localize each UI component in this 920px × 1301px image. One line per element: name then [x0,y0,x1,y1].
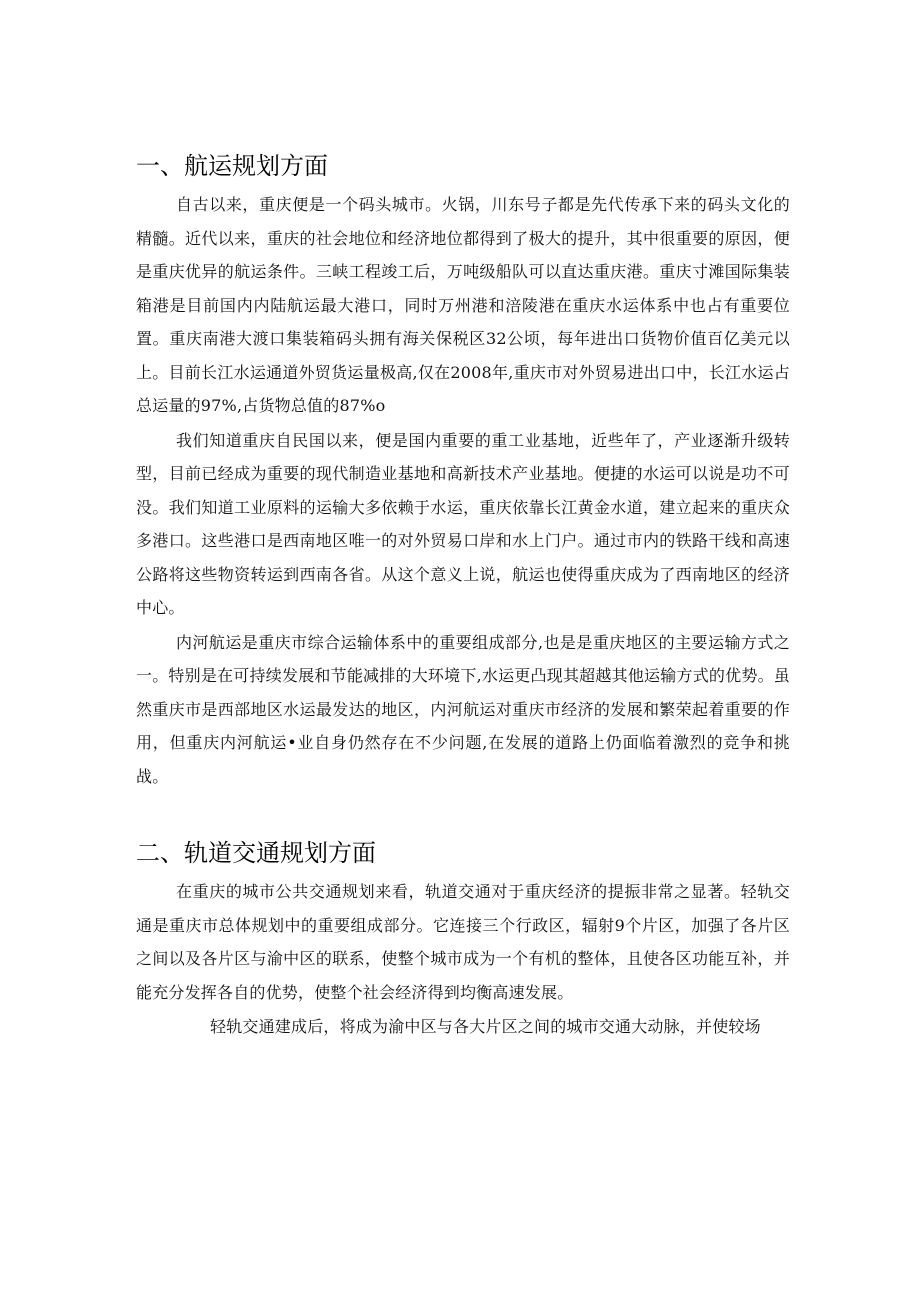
section-heading-rail-transit: 二、轨道交通规划方面 [136,839,376,867]
paragraph-shipping-history: 自古以来，重庆便是一个码头城市。火锅，川东号子都是先代传承下来的码头文化的精髓。近代以来，重庆的社会地位和经济地位都得到了极大的提升，其中很重要的原因，便是重庆优异的航运条件。三峡工程竣工后，万吨级船队可以直达重庆港。重庆寸滩国际集装箱港是目前国内内陆航运最大港口，同时万州港和涪陵港在重庆水运体系中也占有重要位置。重庆南港大渡口集装箱码头拥有海关保税区32公顷，每年进出口货物价值百亿美元以上。目前长江水运通道外贸货运量极高,仅在2008年,重庆市对外贸易进出口中，长江水运占总运量的97%,占货物总值的87%o [136,195,790,415]
paragraph-rail-transit-planning: 在重庆的城市公共交通规划来看，轨道交通对于重庆经济的提振非常之显著。轻轨交通是重庆市总体规划中的重要组成部分。它连接三个行政区，辐射9个片区，加强了各片区之间以及各片区与渝中区的联系，使整个城市成为一个有机的整体，且使各区功能互补，并能充分发挥各自的优势，使整个社会经济得到均衡高速发展。 [136,882,790,1002]
paragraph-light-rail: 轻轨交通建成后，将成为渝中区与各大片区之间的城市交通大动脉，并使较场 [210,1017,761,1036]
paragraph-shipping-inland: 内河航运是重庆市综合运输体系中的重要组成部分,也是是重庆地区的主要运输方式之一。特别是在可持续发展和节能减排的大环境下,水运更凸现其超越其他运输方式的优势。虽然重庆市是西部地区水运最发达的地区，内河航运对重庆市经济的发展和繁荣起着重要的作用，但重庆内河航运•业自身仍然存在不少问题,在发展的道路上仍面临着激烈的竞争和挑战。 [136,632,790,786]
section-heading-shipping: 一、航运规划方面 [136,152,328,180]
document-page [136,148,790,1044]
paragraph-shipping-industry: 我们知道重庆自民国以来，便是国内重要的重工业基地，近些年了，产业逐渐升级转型，目前已经成为重要的现代制造业基地和高新技术产业基地。便捷的水运可以说是功不可没。我们知道工业原料的运输大多依赖于水运，重庆依靠长江黄金水道，建立起来的重庆众多港口。这些港口是西南地区唯一的对外贸易口岸和水上门户。通过市内的铁路干线和高速公路将这些物资转运到西南各省。从这个意义上说，航运也使得重庆成为了西南地区的经济中心。 [136,430,790,617]
